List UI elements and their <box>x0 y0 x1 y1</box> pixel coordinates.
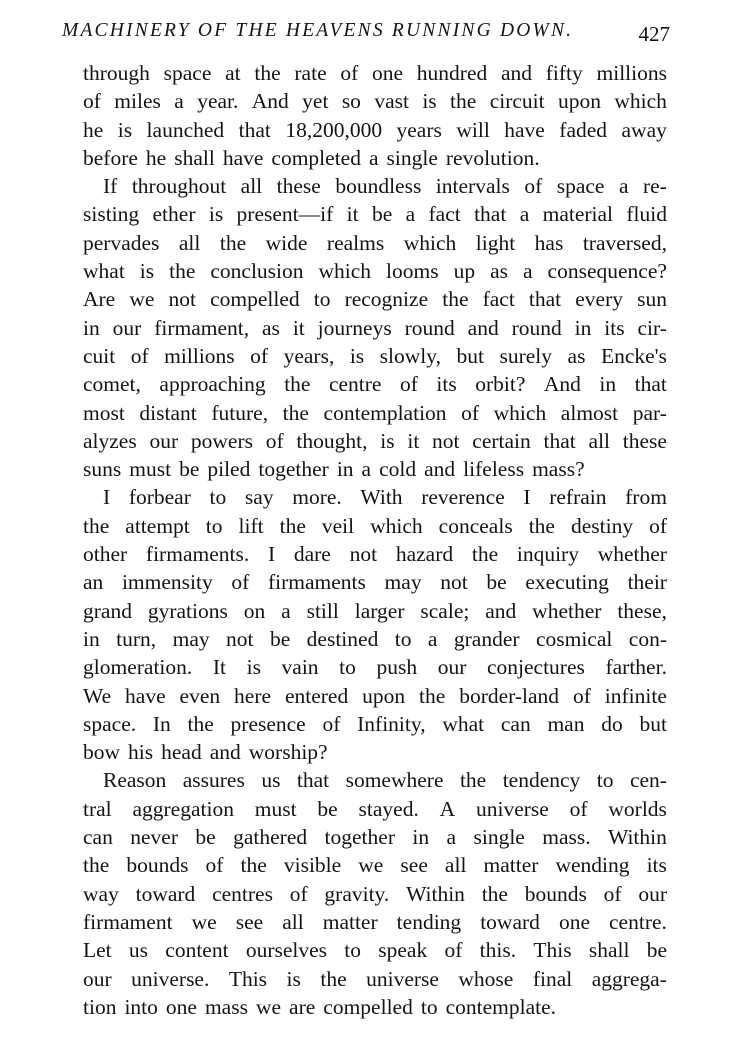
text-line: Let us content ourselves to speak of this. This shall be <box>83 938 667 963</box>
text-line: can never be gathered together in a single mass. Within <box>83 825 667 850</box>
text-line: in our firmament, as it journeys round and round in its cir- <box>83 315 667 340</box>
text-line: If throughout all these boundless intervals of space a re- <box>103 174 667 199</box>
running-title: MACHINERY OF THE HEAVENS RUNNING DOWN. <box>62 20 574 41</box>
text-line: way toward centres of gravity. Within the bounds of our <box>83 881 667 906</box>
text-line: comet, approaching the centre of its orbit? And in that <box>83 372 667 397</box>
text-line: firmament we see all matter tending toward one centre. <box>83 909 667 934</box>
text-line: our universe. This is the universe whose final aggrega- <box>83 966 667 991</box>
text-line: he is launched that 18,200,000 years will have faded away <box>83 117 667 142</box>
text-line: tral aggregation must be stayed. A universe of worlds <box>83 796 667 821</box>
text-line: bow his head and worship? <box>83 740 328 765</box>
text-line: in turn, may not be destined to a grander cosmical con- <box>83 626 667 651</box>
text-line: alyzes our powers of thought, is it not certain that all these <box>83 428 667 453</box>
paragraph <box>83 483 667 766</box>
text-line: pervades all the wide realms which light has traversed, <box>83 230 667 255</box>
text-line: grand gyrations on a still larger scale; and whether these, <box>83 598 667 623</box>
page-number: 427 <box>638 22 670 46</box>
text-line: cuit of millions of years, is slowly, but surely as Encke's <box>83 343 667 368</box>
body-text <box>83 59 667 1021</box>
paragraph <box>83 59 667 172</box>
text-line: sisting ether is present—if it be a fact that a material fluid <box>83 202 667 227</box>
text-line: through space at the rate of one hundred and fifty millions <box>83 61 667 85</box>
text-line: most distant future, the contemplation of which almost par- <box>83 400 667 425</box>
paragraph <box>83 172 667 483</box>
text-line: an immensity of firmaments may not be executing their <box>83 570 667 595</box>
text-line: of miles a year. And yet so vast is the circuit upon which <box>83 89 667 114</box>
running-head <box>62 18 670 48</box>
text-line: Reason assures us that somewhere the tendency to cen- <box>103 768 667 793</box>
text-line: suns must be piled together in a cold and lifeless mass? <box>83 457 585 482</box>
paragraph <box>83 766 667 1021</box>
text-line: the bounds of the visible we see all matter wending its <box>83 853 667 878</box>
text-line: other firmaments. I dare not hazard the inquiry whether <box>83 542 667 567</box>
text-line: Are we not compelled to recognize the fact that every sun <box>83 287 667 312</box>
text-line: space. In the presence of Infinity, what can man do but <box>83 711 667 736</box>
text-line: glomeration. It is vain to push our conjectures farther. <box>83 655 667 680</box>
text-line: We have even here entered upon the border-land of infinite <box>83 683 667 708</box>
text-line: what is the conclusion which looms up as a consequence? <box>83 259 667 284</box>
text-line: I forbear to say more. With reverence I refrain from <box>103 485 667 510</box>
text-line: the attempt to lift the veil which conceals the destiny of <box>83 513 667 538</box>
text-line: tion into one mass we are compelled to contemplate. <box>83 994 557 1019</box>
text-line: before he shall have completed a single revolution. <box>83 145 540 170</box>
